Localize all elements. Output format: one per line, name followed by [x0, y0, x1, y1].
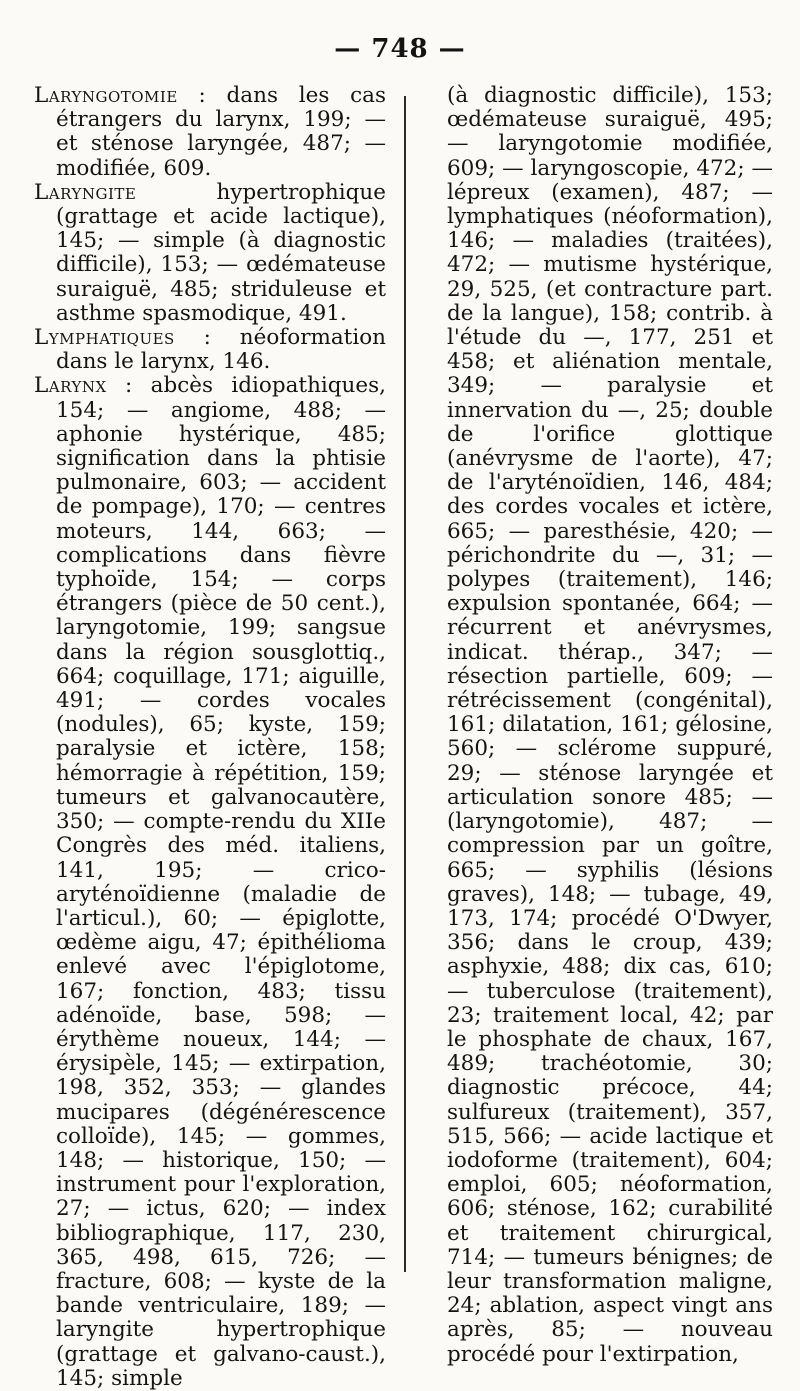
left-column: [34, 84, 386, 1391]
entry-text: (à diagnostic difficile), 153; œdémateuse suraiguë, 495; — laryngotomie modifiée, 609; — laryngoscopie, 472; — lépreux (examen), 487; — lymphatiques (néoformation), 146; — maladies (traitées), 472; — mutisme hystérique, 29, 525, (et contracture part. de la langue), 158; contrib. à l'étude du —, 177, 251 et 458; et aliénation mentale, 349; — paralysie et innervation du —, 25; double de l'orifice glottique (anévrysme de l'aorte), 47; de l'aryténoïdien, 146, 484; des cordes vocales et ictère, 665; — paresthésie, 420; — périchondrite du —, 31; — polypes (traitement), 146; expulsion spontanée, 664; — récurrent et anévrysmes, indicat. thérap., 347; — résection partielle, 609; — rétrécissement (congénital), 161; dilatation, 161; gélosine, 560; — sclérome suppuré, 29; — sténose laryngée et articulation sonore 485; — (laryngotomie), 487; — compression par un goître, 665; — syphilis (lésions graves), 148; — tubage, 49, 173, 174; procédé O'Dwyer, 356; dans le croup, 439; asphyxie, 488; dix cas, 610; — tuberculose (traitement), 23; traitement local, 42; par le phosphate de chaux, 167, 489; trachéotomie, 30; diagnostic précoce, 44; sulfureux (traitement), 357, 515, 566; — acide lactique et iodoforme (traitement), 604; emploi, 605; néoformation, 606; sténose, 162; curabilité et traitement chirurgical, 714; — tumeurs bénignes; de leur transformation maligne, 24; ablation, aspect vingt ans après, 85; — nouveau procédé pour l'extirpation,: [447, 83, 773, 1367]
entry-text: hypertrophique (grattage et acide lactique), 145; — simple (à diagnostic difficile), 153; — œdémateuse suraiguë, 485; striduleuse et asthme spasmodique, 491.: [56, 179, 386, 326]
entry-text: : abcès idiopathiques, 154; — angiome, 488; — aphonie hystérique, 485; signification dans la phtisie pulmonaire, 603; — accident de pompage), 170; — centres moteurs, 144, 663; — complications dans fièvre typhoïde, 154; — corps étrangers (pièce de 50 cent.), laryngotomie, 199; sangsue dans la région sousglottiq., 664; coquillage, 171; aiguille, 491; — cordes vocales (nodules), 65; kyste, 159; paralysie et ictère, 158; hémorragie à répétition, 159; tumeurs et galvanocautère, 350; — compte-rendu du XIIe Congrès des méd. italiens, 141, 195; — crico-aryténoïdienne (maladie de l'articul.), 60; — épiglotte, œdème aigu, 47; épithélioma enlevé avec l'épiglotome, 167; fonction, 483; tissu adénoïde, base, 598; — érythème noueux, 144; — érysipèle, 145; — extirpation, 198, 352, 353; — glandes mucipares (dégénérescence colloïde), 145; — gommes, 148; — historique, 150; — instrument pour l'exploration, 27; — ictus, 620; — index bibliographique, 117, 230, 365, 498, 615, 726; — fracture, 608; — kyste de la bande ventriculaire, 189; — laryngite hypertrophique (grattage et galvano-caust.), 145; simple: [56, 373, 386, 1391]
entry-heading: Laryngite: [34, 179, 137, 205]
entry-text: : néoformation dans le larynx, 146.: [56, 325, 386, 375]
entry-text: : dans les cas étrangers du larynx, 199; — et sténose laryngée, 487; — modifiée, 609.: [56, 83, 386, 181]
index-entry: [34, 84, 386, 181]
page-number: — 748 —: [334, 34, 466, 64]
index-entry: [34, 181, 386, 326]
entry-heading: Laryngotomie: [34, 83, 178, 108]
index-entry-continued: [425, 84, 773, 1367]
entry-heading: Lymphatiques: [34, 325, 175, 351]
column-divider: [404, 96, 406, 1272]
right-column: [425, 84, 773, 1367]
index-entry: [34, 374, 386, 1391]
index-entry: [34, 326, 386, 374]
entry-heading: Larynx: [34, 373, 107, 399]
